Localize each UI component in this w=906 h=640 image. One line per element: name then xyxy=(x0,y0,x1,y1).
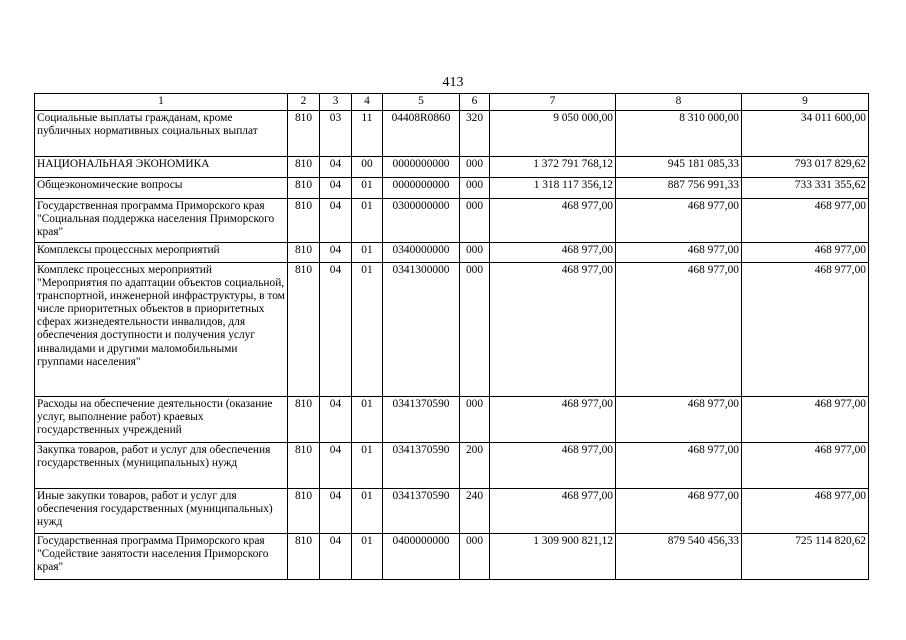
cell-expense-type: 000 xyxy=(460,243,490,263)
table-row xyxy=(35,178,869,199)
cell-amount-col7: 1 309 900 821,12 xyxy=(490,534,616,580)
cell-amount-col7: 468 977,00 xyxy=(490,263,616,397)
cell-target-article: 0000000000 xyxy=(383,178,460,199)
cell-expense-type: 000 xyxy=(460,263,490,397)
cell-amount-col7: 9 050 000,00 xyxy=(490,111,616,157)
cell-expense-type: 320 xyxy=(460,111,490,157)
cell-subsection-code: 01 xyxy=(352,397,383,443)
cell-amount-col7: 468 977,00 xyxy=(490,397,616,443)
cell-amount-col7: 468 977,00 xyxy=(490,199,616,243)
cell-amount-col7: 468 977,00 xyxy=(490,489,616,534)
cell-subsection-code: 00 xyxy=(352,157,383,178)
cell-section-code: 04 xyxy=(320,534,352,580)
cell-ministry-code: 810 xyxy=(288,534,320,580)
column-header: 1 xyxy=(35,94,288,111)
cell-target-article: 0341370590 xyxy=(383,443,460,489)
cell-amount-col9: 468 977,00 xyxy=(742,199,869,243)
cell-target-article: 0400000000 xyxy=(383,534,460,580)
cell-section-code: 04 xyxy=(320,397,352,443)
cell-target-article: 0000000000 xyxy=(383,157,460,178)
row-name: Государственная программа Приморского края "Социальная поддержка населения Приморского края" xyxy=(35,199,288,243)
cell-ministry-code: 810 xyxy=(288,443,320,489)
cell-section-code: 04 xyxy=(320,157,352,178)
cell-expense-type: 000 xyxy=(460,534,490,580)
cell-amount-col8: 468 977,00 xyxy=(616,489,742,534)
row-name: Социальные выплаты гражданам, кроме публичных нормативных социальных выплат xyxy=(35,111,288,157)
table-row xyxy=(35,443,869,489)
cell-ministry-code: 810 xyxy=(288,199,320,243)
cell-ministry-code: 810 xyxy=(288,243,320,263)
cell-subsection-code: 11 xyxy=(352,111,383,157)
cell-expense-type: 000 xyxy=(460,397,490,443)
cell-expense-type: 240 xyxy=(460,489,490,534)
column-header: 9 xyxy=(742,94,869,111)
cell-target-article: 04408R0860 xyxy=(383,111,460,157)
cell-ministry-code: 810 xyxy=(288,489,320,534)
cell-ministry-code: 810 xyxy=(288,263,320,397)
column-header: 3 xyxy=(320,94,352,111)
table-row xyxy=(35,397,869,443)
cell-section-code: 04 xyxy=(320,199,352,243)
cell-amount-col9: 793 017 829,62 xyxy=(742,157,869,178)
cell-subsection-code: 01 xyxy=(352,199,383,243)
cell-amount-col8: 8 310 000,00 xyxy=(616,111,742,157)
cell-section-code: 04 xyxy=(320,243,352,263)
cell-subsection-code: 01 xyxy=(352,243,383,263)
cell-ministry-code: 810 xyxy=(288,157,320,178)
cell-ministry-code: 810 xyxy=(288,111,320,157)
cell-target-article: 0340000000 xyxy=(383,243,460,263)
cell-target-article: 0341370590 xyxy=(383,489,460,534)
column-header: 8 xyxy=(616,94,742,111)
cell-subsection-code: 01 xyxy=(352,443,383,489)
cell-amount-col7: 1 372 791 768,12 xyxy=(490,157,616,178)
row-name: Государственная программа Приморского края "Содействие занятости населения Приморского края" xyxy=(35,534,288,580)
cell-target-article: 0300000000 xyxy=(383,199,460,243)
row-name: Расходы на обеспечение деятельности (оказание услуг, выполнение работ) краевых государственных учреждений xyxy=(35,397,288,443)
cell-amount-col8: 468 977,00 xyxy=(616,263,742,397)
cell-section-code: 04 xyxy=(320,489,352,534)
column-header: 4 xyxy=(352,94,383,111)
row-name: Комплекс процессных мероприятий "Мероприятия по адаптации объектов социальной, транспортной, инженерной инфраструктуры, в том числе приоритетных объектов в приоритетных сферах жизнедеятельности инвалидов, для обеспечения доступности и получения услуг инвалидами и другими маломобильными группами населения" xyxy=(35,263,288,397)
cell-amount-col8: 945 181 085,33 xyxy=(616,157,742,178)
cell-section-code: 03 xyxy=(320,111,352,157)
table-row xyxy=(35,263,869,397)
cell-expense-type: 000 xyxy=(460,157,490,178)
cell-amount-col8: 468 977,00 xyxy=(616,397,742,443)
cell-amount-col7: 1 318 117 356,12 xyxy=(490,178,616,199)
table-row xyxy=(35,111,869,157)
row-name: Иные закупки товаров, работ и услуг для обеспечения государственных (муниципальных) нужд xyxy=(35,489,288,534)
cell-section-code: 04 xyxy=(320,443,352,489)
cell-amount-col8: 468 977,00 xyxy=(616,243,742,263)
cell-expense-type: 200 xyxy=(460,443,490,489)
cell-amount-col9: 725 114 820,62 xyxy=(742,534,869,580)
column-header: 6 xyxy=(460,94,490,111)
cell-amount-col8: 879 540 456,33 xyxy=(616,534,742,580)
cell-expense-type: 000 xyxy=(460,178,490,199)
cell-target-article: 0341370590 xyxy=(383,397,460,443)
cell-section-code: 04 xyxy=(320,178,352,199)
column-header: 2 xyxy=(288,94,320,111)
cell-ministry-code: 810 xyxy=(288,178,320,199)
cell-amount-col7: 468 977,00 xyxy=(490,443,616,489)
row-name: Комплексы процессных мероприятий xyxy=(35,243,288,263)
cell-subsection-code: 01 xyxy=(352,489,383,534)
cell-section-code: 04 xyxy=(320,263,352,397)
cell-amount-col9: 733 331 355,62 xyxy=(742,178,869,199)
cell-amount-col8: 468 977,00 xyxy=(616,199,742,243)
row-name: НАЦИОНАЛЬНАЯ ЭКОНОМИКА xyxy=(35,157,288,178)
header-row xyxy=(35,94,869,111)
cell-target-article: 0341300000 xyxy=(383,263,460,397)
table-row xyxy=(35,199,869,243)
cell-amount-col8: 468 977,00 xyxy=(616,443,742,489)
page-number: 413 xyxy=(442,75,464,90)
budget-table xyxy=(34,93,869,580)
table-row xyxy=(35,534,869,580)
cell-amount-col9: 468 977,00 xyxy=(742,243,869,263)
row-name: Закупка товаров, работ и услуг для обеспечения государственных (муниципальных) нужд xyxy=(35,443,288,489)
cell-amount-col9: 468 977,00 xyxy=(742,489,869,534)
cell-amount-col7: 468 977,00 xyxy=(490,243,616,263)
table-row xyxy=(35,489,869,534)
cell-subsection-code: 01 xyxy=(352,178,383,199)
column-header: 5 xyxy=(383,94,460,111)
cell-amount-col9: 468 977,00 xyxy=(742,443,869,489)
row-name: Общеэкономические вопросы xyxy=(35,178,288,199)
cell-amount-col9: 34 011 600,00 xyxy=(742,111,869,157)
cell-subsection-code: 01 xyxy=(352,534,383,580)
cell-subsection-code: 01 xyxy=(352,263,383,397)
table-row xyxy=(35,243,869,263)
table-row xyxy=(35,157,869,178)
cell-expense-type: 000 xyxy=(460,199,490,243)
column-header: 7 xyxy=(490,94,616,111)
cell-amount-col8: 887 756 991,33 xyxy=(616,178,742,199)
cell-amount-col9: 468 977,00 xyxy=(742,397,869,443)
cell-amount-col9: 468 977,00 xyxy=(742,263,869,397)
cell-ministry-code: 810 xyxy=(288,397,320,443)
